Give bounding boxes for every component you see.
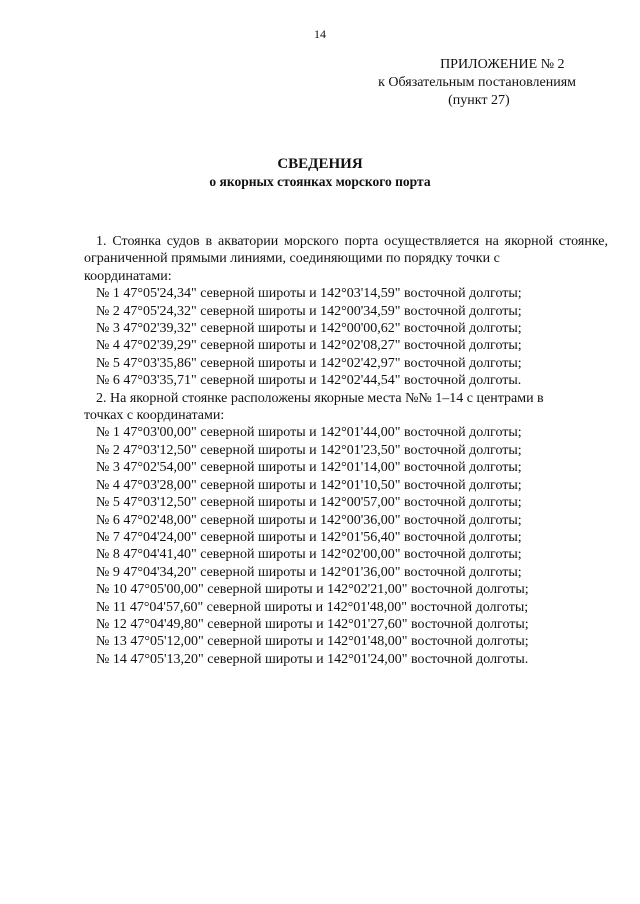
section-2-points [84, 424, 608, 668]
coordinate-point: № 4 47°02'39,29" северной широты и 142°02'08,27" восточной долготы; [96, 338, 522, 354]
document-title: СВЕДЕНИЯ [277, 156, 363, 172]
anchorage-point: № 8 47°04'41,40" северной широты и 142°02'00,00" восточной долготы; [96, 547, 522, 563]
coordinate-point: № 6 47°03'35,71" северной широты и 142°02'44,54" восточной долготы. [96, 373, 522, 389]
section-1-points [84, 285, 608, 389]
section-2-tail: точках с координатами: [84, 408, 225, 424]
anchorage-point: № 2 47°03'12,50" северной широты и 142°01'23,50" восточной долготы; [96, 442, 522, 458]
coordinate-point: № 3 47°02'39,32" северной широты и 142°00'00,62" восточной долготы; [96, 321, 522, 337]
section-1-tail: координатами: [84, 268, 172, 284]
appendix-title: ПРИЛОЖЕНИЕ № 2 [440, 57, 565, 72]
appendix-clause: (пункт 27) [448, 93, 510, 108]
section-2-text: 2. На якорной стоянке расположены якорные места №№ 1–14 с центрами в [96, 390, 544, 406]
anchorage-point: № 9 47°04'34,20" северной широты и 142°01'36,00" восточной долготы; [96, 564, 522, 580]
coordinate-point: № 5 47°03'35,86" северной широты и 142°02'42,97" восточной долготы; [96, 355, 522, 371]
appendix-header [378, 56, 576, 110]
anchorage-point: № 13 47°05'12,00" северной широты и 142°01'48,00" восточной долготы; [96, 634, 529, 650]
anchorage-point: № 6 47°02'48,00" северной широты и 142°00'36,00" восточной долготы; [96, 512, 522, 528]
page-number: 14 [314, 27, 326, 41]
anchorage-point: № 5 47°03'12,50" северной широты и 142°00'57,00" восточной долготы; [96, 495, 522, 511]
coordinate-point: № 2 47°05'24,32" северной широты и 142°00'34,59" восточной долготы; [96, 303, 522, 319]
anchorage-point: № 4 47°03'28,00" северной широты и 142°01'10,50" восточной долготы; [96, 477, 522, 493]
anchorage-point: № 11 47°04'57,60" северной широты и 142°01'48,00" восточной долготы; [96, 599, 529, 615]
document-body [84, 233, 608, 668]
anchorage-point: № 7 47°04'24,00" северной широты и 142°01'56,40" восточной долготы; [96, 529, 522, 545]
coordinate-point: № 1 47°05'24,34" северной широты и 142°03'14,59" восточной долготы; [96, 286, 522, 302]
section-1-text: 1. Стоянка судов в акватории морского порта осуществляется на якорной стоянке, ограниченной прямыми линиями, соединяющими по порядку точки с [84, 234, 608, 267]
anchorage-point: № 14 47°05'13,20" северной широты и 142°01'24,00" восточной долготы. [96, 651, 529, 667]
document-subtitle: о якорных стоянках морского порта [209, 174, 431, 189]
appendix-reference: к Обязательным постановлениям [378, 75, 576, 90]
anchorage-point: № 1 47°03'00,00" северной широты и 142°01'44,00" восточной долготы; [96, 425, 522, 441]
anchorage-point: № 3 47°02'54,00" северной широты и 142°01'14,00" восточной долготы; [96, 460, 522, 476]
anchorage-point: № 10 47°05'00,00" северной широты и 142°02'21,00" восточной долготы; [96, 582, 529, 598]
anchorage-point: № 12 47°04'49,80" северной широты и 142°01'27,60" восточной долготы; [96, 616, 529, 632]
